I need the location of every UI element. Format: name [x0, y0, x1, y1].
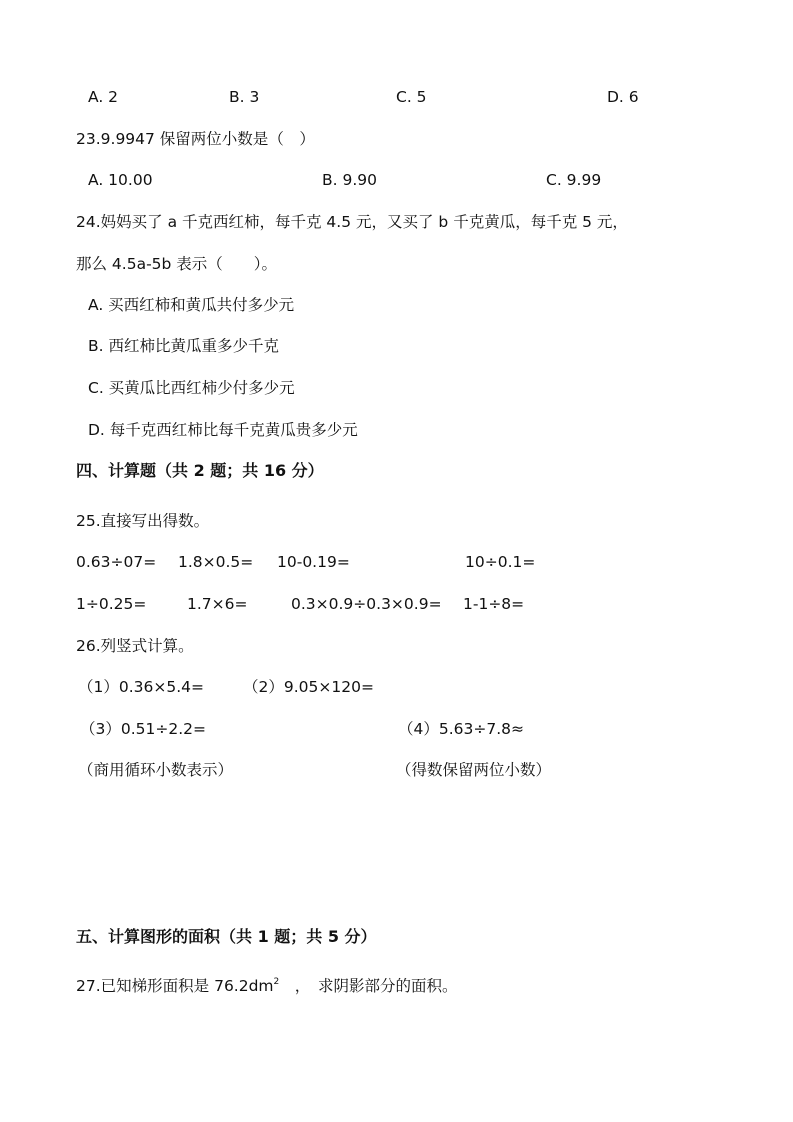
section5-heading: 五、计算图形的面积（共 1 题；共 5 分）	[76, 927, 377, 946]
q24-option-a: A. 买西红柿和黄瓜共付多少元	[88, 296, 295, 314]
section4-heading: 四、计算题（共 2 题；共 16 分）	[76, 461, 324, 480]
q24-option-c: C. 买黄瓜比西红柿少付多少元	[88, 379, 295, 397]
q27-stem-superscript: 2	[273, 977, 280, 987]
q25-stem: 25.直接写出得数。	[76, 512, 210, 530]
q27-stem	[76, 976, 458, 996]
q25-r1-c1: 0.63÷07=	[76, 553, 157, 571]
q24-stem-line1: 24.妈妈买了 a 千克西红柿，每千克 4.5 元，又买了 b 千克黄瓜，每千克 5 元，	[76, 213, 628, 231]
q23-option-b: B. 9.90	[322, 171, 377, 189]
q26-item1: （1）0.36×5.4=	[78, 678, 204, 696]
q22-option-b: B. 3	[229, 88, 260, 106]
q26-note3: （商用循环小数表示）	[78, 761, 234, 779]
q23-stem: 23.9.9947 保留两位小数是（ ）	[76, 130, 315, 148]
q24-option-d: D. 每千克西红柿比每千克黄瓜贵多少元	[88, 421, 358, 439]
q26-item3: （3）0.51÷2.2=	[80, 720, 206, 738]
q24-option-b: B. 西红柿比黄瓜重多少千克	[88, 337, 279, 355]
q26-stem: 26.列竖式计算。	[76, 637, 194, 655]
q25-r1-c3: 10-0.19=	[277, 553, 350, 571]
q26-item2: （2）9.05×120=	[243, 678, 374, 696]
q25-r2-c2: 1.7×6=	[187, 595, 248, 613]
q27-stem-suffix: ， 求阴影部分的面积。	[279, 977, 458, 995]
q25-r2-c1: 1÷0.25=	[76, 595, 147, 613]
q25-r1-c4: 10÷0.1=	[465, 553, 536, 571]
q25-r2-c3: 0.3×0.9÷0.3×0.9=	[291, 595, 442, 613]
q24-stem-line2: 那么 4.5a-5b 表示（ ）。	[76, 255, 278, 273]
q27-stem-prefix: 27.已知梯形面积是 76.2dm	[76, 977, 274, 995]
q26-note4: （得数保留两位小数）	[396, 761, 552, 779]
q22-option-d: D. 6	[607, 88, 639, 106]
q25-r1-c2: 1.8×0.5=	[178, 553, 254, 571]
q23-option-a: A. 10.00	[88, 171, 153, 189]
q22-option-a: A. 2	[88, 88, 119, 106]
q26-item4: （4）5.63÷7.8≈	[398, 720, 524, 738]
q22-option-c: C. 5	[396, 88, 427, 106]
q23-option-c: C. 9.99	[546, 171, 602, 189]
q25-r2-c4: 1-1÷8=	[463, 595, 525, 613]
